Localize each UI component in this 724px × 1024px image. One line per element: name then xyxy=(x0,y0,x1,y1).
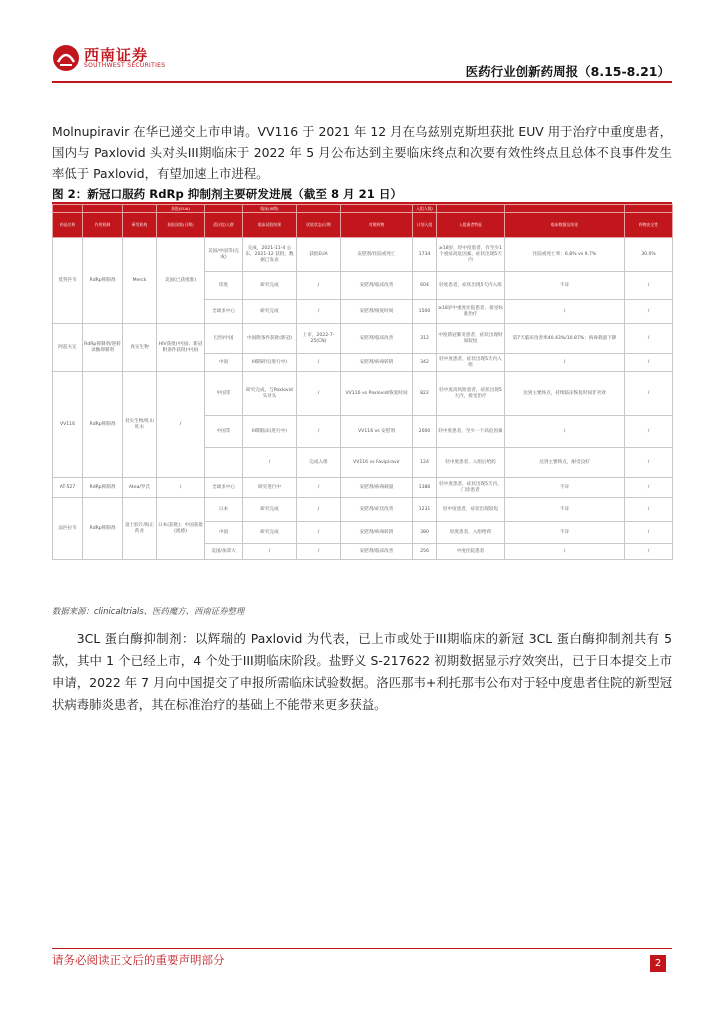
table-cell-c6: 完成入组 xyxy=(297,448,341,478)
table-cell-c6: / xyxy=(297,300,341,324)
table-cell-c5: 中国附条件获批(新冠) xyxy=(243,324,297,354)
table-cell-c3: HIV获批(中国)；新冠附条件获批(中国) xyxy=(157,324,205,372)
table-cell-c11: / xyxy=(505,300,625,324)
table-cell-c10: 轻中度患者，症状出现较短 xyxy=(437,498,505,522)
table-cell-c4: 印度 xyxy=(205,272,243,300)
table-cell-c10: 中度新冠肺炎患者，症状出现时间较短 xyxy=(437,324,505,354)
table-cell-c6: 获批EUA xyxy=(297,238,341,272)
table-cell-c0: 法匹拉韦 xyxy=(53,498,83,560)
table-body xyxy=(53,238,673,560)
table-cell-c5: 完成，2021-11-4 公布，2021-12 获批，数据已发表 xyxy=(243,238,297,272)
table-header-cell: 研发机构 xyxy=(123,213,157,238)
brand-logo-icon xyxy=(52,44,80,72)
table-cell-c11: 达到主要终点，持续临床恢复时间非劣效 xyxy=(505,372,625,416)
footer-disclaimer: 请务必阅读正文后的重要声明部分 xyxy=(52,953,225,967)
table-cell-c9: 1734 xyxy=(413,238,437,272)
body-paragraph-2: 3CL 蛋白酶抑制剂：以辉瑞的 Paxlovid 为代表，已上市或处于III期临床的新冠 3CL 蛋白酶抑制剂共有 5 款，其中 1 个已经上市，4 个处于III期临床阶段。盐野义 S-217622 初期数据显示疗效突出，已于日本提交上市申请，2022 年 7 月向中国提交了申报所需临床试验数据。洛匹那韦+利托那韦公布对于轻中度患者住院的新型冠状病毒肺炎患者，其在标准治疗的基础上不能带来更多获益。 xyxy=(52,631,672,712)
table-header-cell: 获批国家(日期) xyxy=(157,213,205,238)
table-cell-c5: 研究完成 xyxy=(243,522,297,544)
table-row xyxy=(53,478,673,498)
table-header-top-cell xyxy=(505,205,625,213)
table-cell-c1: RdRp抑制剂 xyxy=(83,372,123,478)
table-cell-c10: 轻中度患者，症状出现5天内入组 xyxy=(437,354,505,372)
table-cell-c5: 研究完成 xyxy=(243,300,297,324)
table-cell-c2: 真实生物 xyxy=(123,324,157,372)
header-divider xyxy=(52,81,672,83)
table-cell-c7: 安慰剂/病毒载量 xyxy=(341,478,413,498)
table-cell-c5: 研究完成 xyxy=(243,272,297,300)
table-source: 数据来源：clinicaltrials、医药魔方、西南证券整理 xyxy=(52,606,245,616)
table-header-top-cell xyxy=(297,205,341,213)
table-cell-c12: / xyxy=(625,324,673,354)
table-cell-c7: 安慰剂/恢复时间 xyxy=(341,300,413,324)
table-cell-c4: 中国等 xyxy=(205,416,243,448)
page-header xyxy=(0,0,724,90)
footer-divider xyxy=(52,948,672,949)
table-header-top-cell xyxy=(123,205,157,213)
table-header-top-cell: 获批(EUA) xyxy=(157,205,205,213)
table-cell-c11: / xyxy=(505,354,625,372)
table-cell-c10: 轻中度患者，至少一个高危因素 xyxy=(437,416,505,448)
table-cell-c1: RdRp抑制剂 xyxy=(83,238,123,324)
table-cell-c0: 阿兹夫定 xyxy=(53,324,83,372)
table-cell-c7: 安慰剂/临床改善 xyxy=(341,324,413,354)
table-cell-c5: 研究完成 xyxy=(243,498,297,522)
table-cell-c9: 256 xyxy=(413,544,437,560)
table-header-top-cell xyxy=(53,205,83,213)
table-cell-c10: 轻中度高风险患者，症状出现5天内，接受治疗 xyxy=(437,372,505,416)
table-cell-c12: / xyxy=(625,498,673,522)
table-cell-c12: / xyxy=(625,478,673,498)
table-cell-c12: / xyxy=(625,522,673,544)
table-header-top-cell: 临床(III期) xyxy=(243,205,297,213)
table-cell-c7: 安慰剂/病毒转阴 xyxy=(341,522,413,544)
table-header-top xyxy=(53,205,673,213)
table-cell-c11: 住院或死亡率：6.8% vs 9.7% xyxy=(505,238,625,272)
table-cell-c11: 第7天临床改善率40.43%/10.87%；病毒载量下降 xyxy=(505,324,625,354)
table-header-top-cell xyxy=(437,205,505,213)
table-cell-c10: 轻中度患者，入组后给药 xyxy=(437,448,505,478)
table-header-cell: 适应症/人群 xyxy=(205,213,243,238)
table-cell-c6: / xyxy=(297,522,341,544)
table-cell-c12: / xyxy=(625,544,673,560)
table-header-cell: 计划入组 xyxy=(413,213,437,238)
table-cell-c4: 中国等 xyxy=(205,372,243,416)
table-cell-c1: RdRp抑制剂/逆转录酶抑制剂 xyxy=(83,324,123,372)
brand-name-en: SOUTHWEST SECURITIES xyxy=(84,62,166,69)
table-cell-c11: 不详 xyxy=(505,522,625,544)
table-cell-c4: 全球多中心 xyxy=(205,478,243,498)
table-cell-c9: 124 xyxy=(413,448,437,478)
table-cell-c4: 美国/中国等(完成) xyxy=(205,238,243,272)
table-cell-c2: Atea/罗氏 xyxy=(123,478,157,498)
table-cell-c7: VV116 vs Favipiravir xyxy=(341,448,413,478)
table-header-cell: 药物安全性 xyxy=(625,213,673,238)
brand-name-cn: 西南证券 xyxy=(84,46,149,64)
rdrp-table-container xyxy=(52,204,672,560)
table-cell-c4: 全球多中心 xyxy=(205,300,243,324)
table-cell-c9: 604 xyxy=(413,272,437,300)
table-cell-c12: / xyxy=(625,300,673,324)
report-title: 医药行业创新药周报（8.15-8.21） xyxy=(465,64,670,79)
table-header-cell: 试验状态/日期 xyxy=(297,213,341,238)
table-cell-c9: 822 xyxy=(413,372,437,416)
table-cell-c3: / xyxy=(157,478,205,498)
table-cell-c6: / xyxy=(297,272,341,300)
table-cell-c9: 342 xyxy=(413,354,437,372)
table-header-cell: 药品名称 xyxy=(53,213,83,238)
table-cell-c5: III期研究(进行中) xyxy=(243,354,297,372)
table-cell-c6: / xyxy=(297,416,341,448)
table-cell-c10: 轻度患者，症状出现5天内入组 xyxy=(437,272,505,300)
table-cell-c10: 轻度患者，入组给药 xyxy=(437,522,505,544)
table-cell-c10: 中度住院患者 xyxy=(437,544,505,560)
table-cell-c4: 日本 xyxy=(205,498,243,522)
table-cell-c10: 轻中度患者，症状出现5天内，门诊患者 xyxy=(437,478,505,498)
table-row xyxy=(53,372,673,416)
table-row xyxy=(53,238,673,272)
table-cell-c4: 美国/加拿大 xyxy=(205,544,243,560)
table-cell-c3: 日本(获批)；中国获批(流感) xyxy=(157,498,205,560)
table-cell-c1: RdRp抑制剂 xyxy=(83,498,123,560)
table-cell-c12: 30.0% xyxy=(625,238,673,272)
table-cell-c0: VV116 xyxy=(53,372,83,478)
table-cell-c4: 中国 xyxy=(205,522,243,544)
table-cell-c11: 不详 xyxy=(505,272,625,300)
table-cell-c2: 君实生物/旺山旺水 xyxy=(123,372,157,478)
table-cell-c5: / xyxy=(243,448,297,478)
table-cell-c6: / xyxy=(297,498,341,522)
table-header-top-cell: 入组人数/ xyxy=(413,205,437,213)
table-cell-c11: 不详 xyxy=(505,498,625,522)
table-cell-c9: 1386 xyxy=(413,478,437,498)
figure-caption: 图 2：新冠口服药 RdRp 抑制剂主要研发进展（截至 8 月 21 日） xyxy=(52,187,403,201)
table-cell-c6: / xyxy=(297,478,341,498)
table-cell-c5: / xyxy=(243,544,297,560)
table-cell-c6: / xyxy=(297,354,341,372)
page-number: 2 xyxy=(650,955,666,972)
table-header-cell: 临床试验结果 xyxy=(243,213,297,238)
table-cell-c12: / xyxy=(625,354,673,372)
table-cell-c12: / xyxy=(625,448,673,478)
table-cell-c2: 富士胶片/海正药业 xyxy=(123,498,157,560)
table-header-top-cell xyxy=(83,205,123,213)
table-cell-c11: 不详 xyxy=(505,478,625,498)
table-cell-c5: 研究完成，与Paxlovid头对头 xyxy=(243,372,297,416)
table-cell-c7: 安慰剂/临床改善 xyxy=(341,544,413,560)
table-cell-c5: 研究进行中 xyxy=(243,478,297,498)
table-cell-c11: / xyxy=(505,416,625,448)
table-row xyxy=(53,498,673,522)
table-header-cell: 作用机制 xyxy=(83,213,123,238)
table-cell-c10: ≥18岁，轻中度患者，有至少1个重症高危因素，症状出现5天内 xyxy=(437,238,505,272)
table-cell-c6: 上市，2022-7-25(CN) xyxy=(297,324,341,354)
table-cell-c9: 1231 xyxy=(413,498,437,522)
table-cell-c9: 2000 xyxy=(413,416,437,448)
table-cell-c3: / xyxy=(157,372,205,478)
table-header-top-cell xyxy=(205,205,243,213)
table-header xyxy=(53,213,673,238)
table-header-cell: 入组患者特征 xyxy=(437,213,505,238)
table-cell-c7: 安慰剂/症状改善 xyxy=(341,498,413,522)
table-cell-c6: / xyxy=(297,544,341,560)
table-cell-c9: 312 xyxy=(413,324,437,354)
table-cell-c0: AT-527 xyxy=(53,478,83,498)
table-cell-c12: / xyxy=(625,416,673,448)
table-header-top-cell xyxy=(625,205,673,213)
body-paragraph-1: Molnupiravir 在华已递交上市申请。VV116 于 2021 年 12 月在乌兹别克斯坦获批 EUV 用于治疗中重度患者，国内与 Paxlovid 头对头III期临床于 2022 年 5 月公布达到主要临床终点和次要有效性终点且总体不良事件发生率低于 Paxlovid，有望加速上市进程。 xyxy=(52,124,672,181)
rdrp-table xyxy=(52,204,673,560)
table-cell-c9: 380 xyxy=(413,522,437,544)
table-cell-c12: / xyxy=(625,272,673,300)
table-cell-c4 xyxy=(205,448,243,478)
table-cell-c4: 巴西/中国 xyxy=(205,324,243,354)
table-cell-c11: 达到主要终点，耐受良好 xyxy=(505,448,625,478)
table-cell-c7: VV116 vs 安慰剂 xyxy=(341,416,413,448)
table-row xyxy=(53,324,673,354)
table-cell-c10: ≥18岁中重度住院患者，接受标准治疗 xyxy=(437,300,505,324)
table-cell-c12: / xyxy=(625,372,673,416)
table-header-cell: 对照药物 xyxy=(341,213,413,238)
table-cell-c7: VV116 vs Paxlovid/恢复时间 xyxy=(341,372,413,416)
table-cell-c5: III期临床(进行中) xyxy=(243,416,297,448)
table-cell-c2: Merck xyxy=(123,238,157,324)
table-header-cell: 临床数据及结论 xyxy=(505,213,625,238)
table-cell-c9: 1500 xyxy=(413,300,437,324)
table-cell-c7: 安慰剂/临床改善 xyxy=(341,272,413,300)
table-cell-c3: 美国(已获批准) xyxy=(157,238,205,324)
table-cell-c7: 安慰剂/住院或死亡 xyxy=(341,238,413,272)
table-cell-c11: / xyxy=(505,544,625,560)
table-header-top-cell xyxy=(341,205,413,213)
brand-logo xyxy=(52,42,182,74)
table-cell-c4: 中国 xyxy=(205,354,243,372)
table-cell-c7: 安慰剂/病毒转阴 xyxy=(341,354,413,372)
table-cell-c1: RdRp抑制剂 xyxy=(83,478,123,498)
table-cell-c6: / xyxy=(297,372,341,416)
table-cell-c0: 莫努匹韦 xyxy=(53,238,83,324)
